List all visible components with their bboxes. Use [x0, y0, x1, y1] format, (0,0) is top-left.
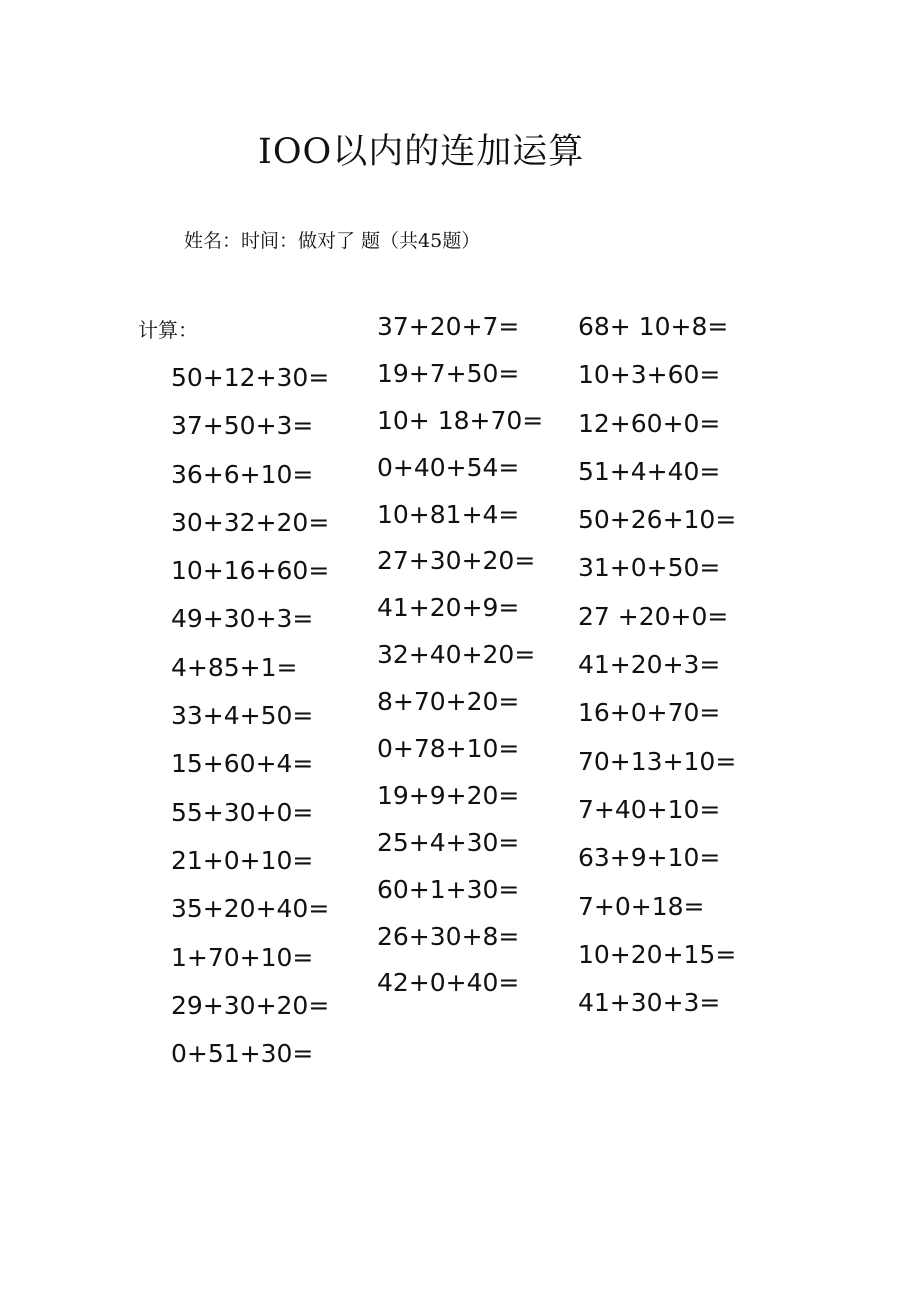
math-problem: 7+40+10=	[578, 794, 721, 824]
math-problem: 41+30+3=	[578, 988, 721, 1018]
math-problem: 37+50+3=	[171, 411, 314, 441]
math-problem: 63+9+10=	[578, 843, 721, 873]
student-info-line: 姓名：时间：做对了 题（共45题）	[184, 230, 481, 252]
math-problem: 10+81+4=	[377, 499, 520, 529]
math-problem: 15+60+4=	[171, 749, 314, 779]
math-problem: 26+30+8=	[377, 921, 520, 951]
math-problem: 35+20+40=	[171, 894, 330, 924]
math-problem: 7+0+18=	[578, 891, 705, 921]
problem-column-3	[578, 310, 736, 1034]
math-problem: 49+30+3=	[171, 604, 314, 634]
math-problem: 41+20+3=	[578, 650, 721, 680]
math-problem: 50+12+30=	[171, 363, 330, 392]
problem-column-1	[171, 361, 329, 1085]
math-problem: 27 +20+0=	[578, 601, 729, 631]
math-problem: 31+0+50=	[578, 553, 721, 583]
math-problem: 42+0+40=	[377, 968, 520, 998]
math-problem: 29+30+20=	[171, 990, 330, 1020]
math-problem: 10+3+60=	[578, 360, 721, 390]
math-problem: 68+ 10+8=	[578, 312, 729, 341]
math-problem: 50+26+10=	[578, 505, 737, 535]
math-problem: 0+51+30=	[171, 1039, 314, 1069]
math-problem: 0+78+10=	[377, 734, 520, 764]
math-problem: 37+20+7=	[377, 312, 520, 341]
math-problem: 30+32+20=	[171, 507, 330, 537]
problem-column-2	[377, 310, 543, 1013]
math-problem: 25+4+30=	[377, 827, 520, 857]
worksheet-title: IOO以内的连加运算	[258, 132, 585, 172]
math-problem: 8+70+20=	[377, 687, 520, 717]
math-problem: 4+85+1=	[171, 652, 298, 682]
math-problem: 16+0+70=	[578, 698, 721, 728]
math-problem: 33+4+50=	[171, 701, 314, 731]
math-problem: 36+6+10=	[171, 459, 314, 489]
math-problem: 32+40+20=	[377, 640, 536, 670]
math-problem: 19+9+20=	[377, 780, 520, 810]
math-problem: 10+16+60=	[171, 556, 330, 586]
math-problem: 60+1+30=	[377, 874, 520, 904]
math-problem: 70+13+10=	[578, 746, 737, 776]
calculation-label: 计算：	[138, 318, 198, 342]
math-problem: 27+30+20=	[377, 546, 536, 576]
math-problem: 41+20+9=	[377, 593, 520, 623]
math-problem: 19+7+50=	[377, 358, 520, 388]
math-problem: 21+0+10=	[171, 845, 314, 875]
math-problem: 10+20+15=	[578, 939, 737, 969]
math-problem: 51+4+40=	[578, 456, 721, 486]
math-problem: 0+40+54=	[377, 452, 520, 482]
math-problem: 12+60+0=	[578, 408, 721, 438]
math-problem: 1+70+10=	[171, 942, 314, 972]
math-problem: 10+ 18+70=	[377, 405, 544, 435]
math-problem: 55+30+0=	[171, 797, 314, 827]
